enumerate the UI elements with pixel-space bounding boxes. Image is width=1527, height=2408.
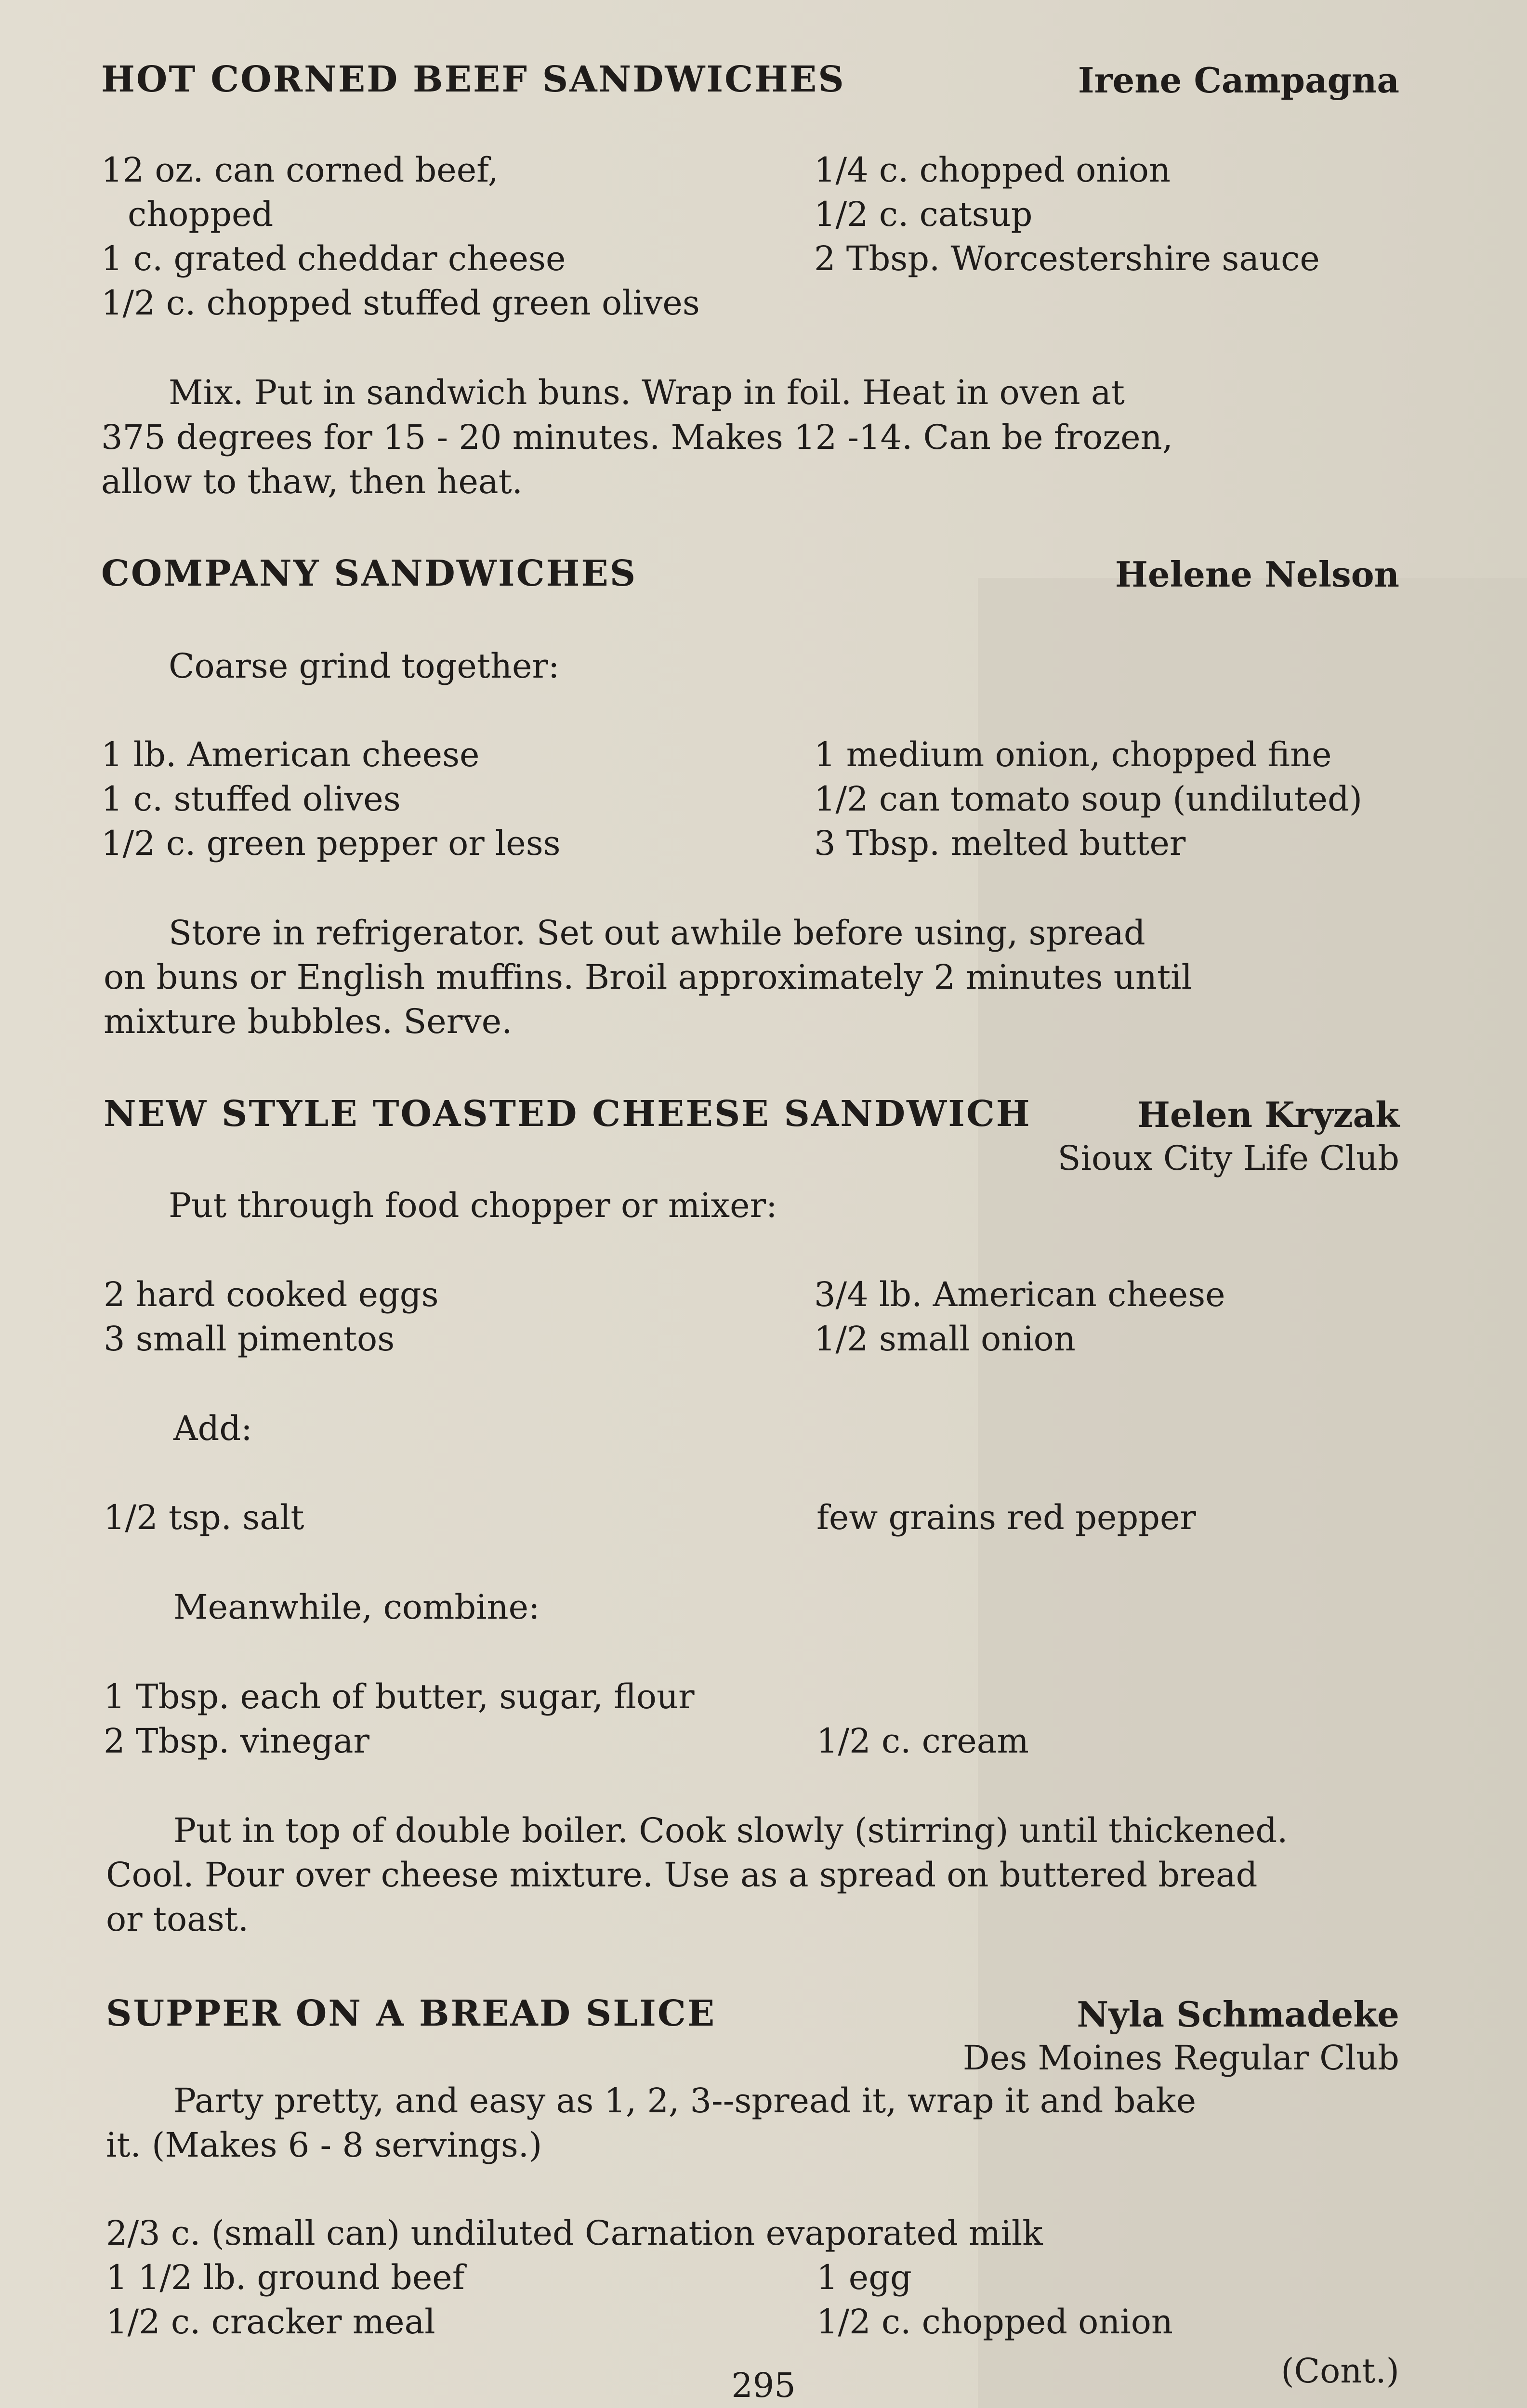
recipe-title: COMPANY SANDWICHES — [101, 553, 637, 594]
direction-line: Cool. Pour over cheese mixture. Use as a spread on buttered bread — [106, 1855, 1258, 1895]
ingredient: 2 hard cooked eggs — [104, 1275, 439, 1314]
ingredient: few grains red pepper — [816, 1498, 1196, 1537]
direction-line: 375 degrees for 15 - 20 minutes. Makes 12 -14. Can be frozen, — [101, 418, 1173, 457]
ingredient: 1 1/2 lb. ground beef — [106, 2258, 465, 2297]
ingredient: 1/2 tsp. salt — [104, 1498, 304, 1537]
ingredient: 3 Tbsp. melted butter — [814, 824, 1186, 863]
ingredient: 1/2 c. cream — [816, 1721, 1029, 1761]
ingredient: 1/4 c. chopped onion — [814, 150, 1171, 190]
ingredient: 1 lb. American cheese — [101, 735, 480, 774]
recipe-intro: it. (Makes 6 - 8 servings.) — [106, 2125, 542, 2165]
recipe-author: Helene Nelson — [1115, 554, 1399, 595]
direction-line: or toast. — [106, 1899, 249, 1939]
ingredient: 1/2 c. catsup — [814, 195, 1033, 234]
ingredient: 1/2 c. green pepper or less — [101, 824, 561, 863]
ingredient: 1/2 c. chopped onion — [816, 2302, 1173, 2342]
ingredient: 1/2 small onion — [814, 1319, 1076, 1359]
recipe-intro: Put through food chopper or mixer: — [169, 1186, 777, 1225]
ingredient: 2 Tbsp. Worcestershire sauce — [814, 239, 1320, 278]
ingredient: 1/2 c. cracker meal — [106, 2302, 435, 2342]
direction-line: allow to thaw, then heat. — [101, 462, 523, 501]
ingredient: 1 c. stuffed olives — [101, 779, 401, 819]
recipe-author: Helen Kryzak — [1137, 1094, 1399, 1135]
ingredient: 1 medium onion, chopped fine — [814, 735, 1332, 774]
recipe-club: Des Moines Regular Club — [962, 2038, 1399, 2078]
recipe-title: HOT CORNED BEEF SANDWICHES — [101, 59, 845, 100]
direction-line: Mix. Put in sandwich buns. Wrap in foil. Heat in oven at — [169, 373, 1125, 412]
ingredient: 1 c. grated cheddar cheese — [101, 239, 566, 278]
ingredient: 1 Tbsp. each of butter, sugar, flour — [104, 1677, 695, 1716]
ingredient: 1/2 can tomato soup (undiluted) — [814, 779, 1363, 819]
recipe-intro: Party pretty, and easy as 1, 2, 3--spread it, wrap it and bake — [173, 2081, 1197, 2120]
recipe-intro: Coarse grind together: — [169, 646, 560, 686]
recipe-author: Nyla Schmadeke — [1077, 1994, 1399, 2035]
ingredient: 2/3 c. (small can) undiluted Carnation evaporated milk — [106, 2213, 1043, 2253]
direction-line: on buns or English muffins. Broil approximately 2 minutes until — [104, 957, 1192, 997]
ingredient: chopped — [128, 195, 274, 234]
ingredient: 1 egg — [816, 2258, 912, 2297]
continued-label: (Cont.) — [1281, 2351, 1399, 2391]
combine-label: Meanwhile, combine: — [173, 1587, 540, 1627]
add-label: Add: — [173, 1409, 252, 1448]
ingredient: 1/2 c. chopped stuffed green olives — [101, 283, 700, 323]
recipe-club: Sioux City Life Club — [1057, 1139, 1399, 1178]
recipe-title: NEW STYLE TOASTED CHEESE SANDWICH — [104, 1093, 1031, 1135]
recipe-author: Irene Campagna — [1078, 60, 1399, 101]
direction-line: Store in refrigerator. Set out awhile before using, spread — [169, 913, 1145, 953]
ingredient: 12 oz. can corned beef, — [101, 150, 499, 190]
ingredient: 2 Tbsp. vinegar — [104, 1721, 369, 1761]
direction-line: mixture bubbles. Serve. — [104, 1002, 513, 1041]
ingredient: 3/4 lb. American cheese — [814, 1275, 1225, 1314]
recipe-title: SUPPER ON A BREAD SLICE — [106, 1993, 716, 2034]
direction-line: Put in top of double boiler. Cook slowly (stirring) until thickened. — [173, 1811, 1288, 1850]
page-number: 295 — [731, 2366, 796, 2405]
ingredient: 3 small pimentos — [104, 1319, 395, 1359]
